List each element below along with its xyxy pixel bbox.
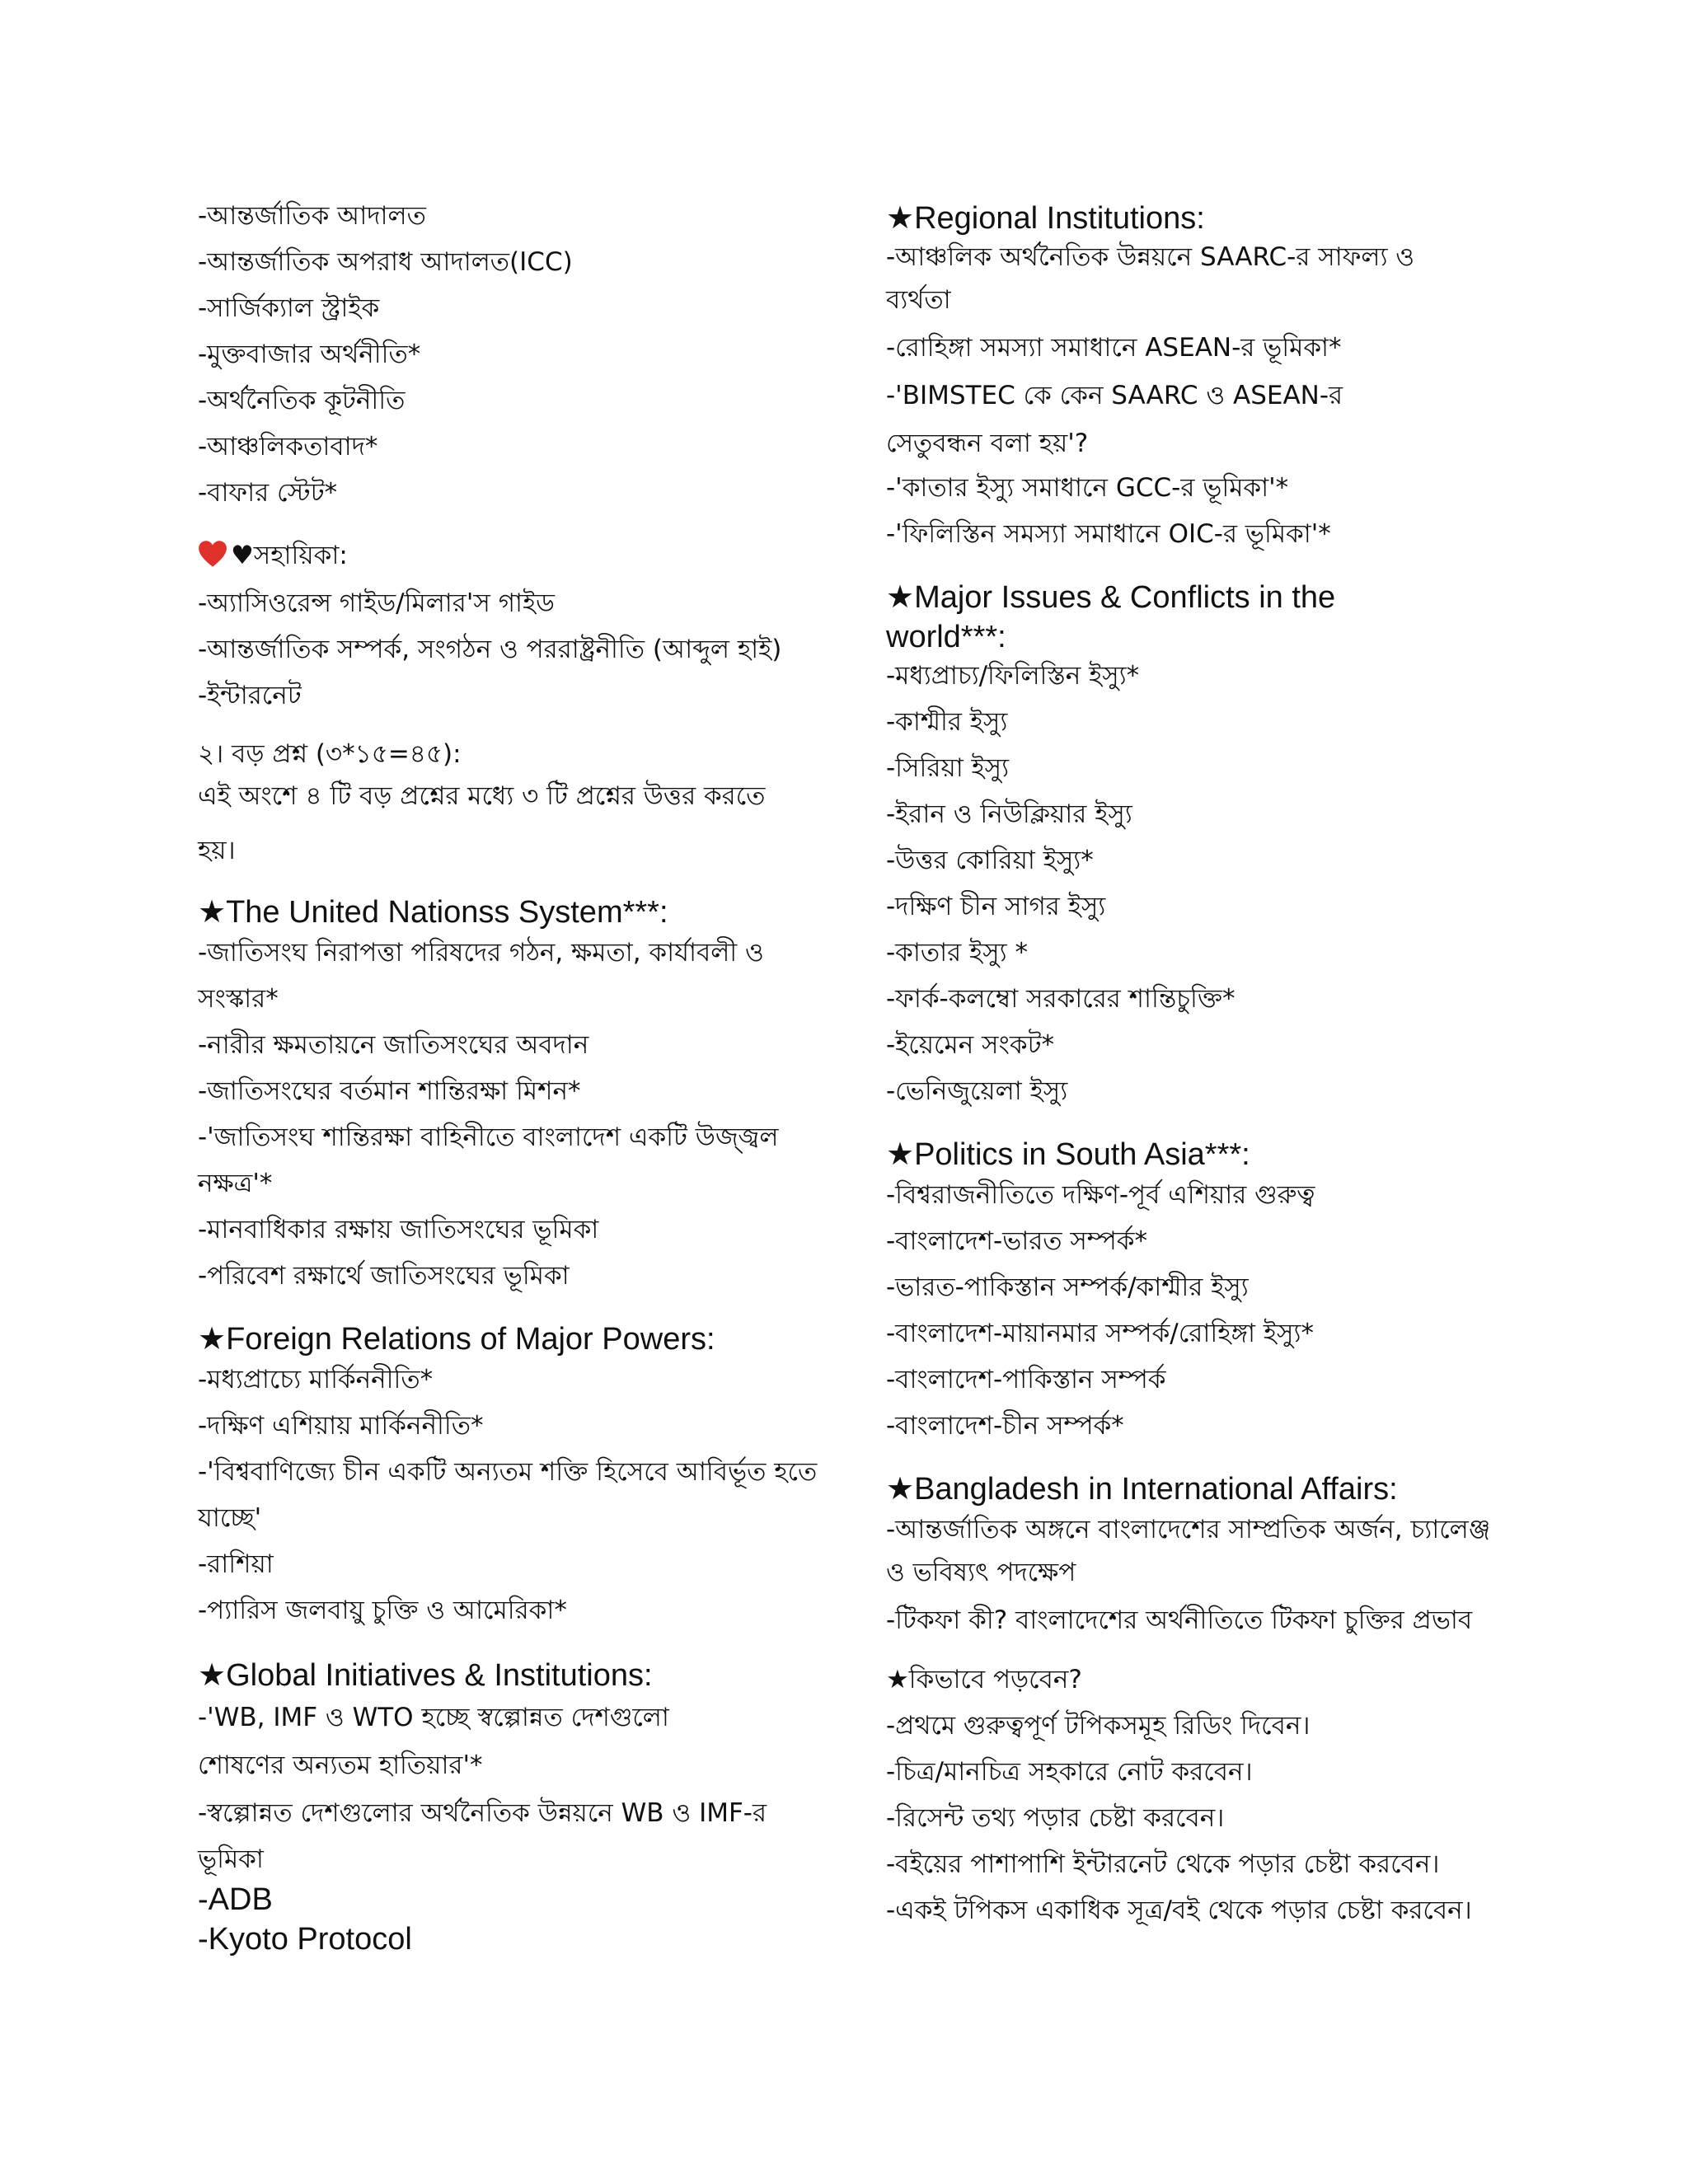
topic-line: -ইরান ও নিউক্লিয়ার ইস্যু — [886, 799, 1132, 829]
topic-line: ব্যর্থতা — [886, 285, 951, 315]
topic-line: -অ্যাসিওরেন্স গাইড/মিলার'স গাইড — [198, 588, 555, 618]
topic-line: -টিকফা কী? বাংলাদেশের অর্থনীতিতে টিকফা চুক্তির প্রভাব — [886, 1605, 1473, 1635]
topic-line: -Kyoto Protocol — [198, 1922, 412, 1957]
topic-line: -স্বল্পোন্নত দেশগুলোর অর্থনৈতিক উন্নয়নে WB ও IMF-র — [198, 1798, 767, 1828]
section-heading: ★The United Nationss System***: — [198, 895, 668, 930]
topic-line: -ভারত-পাকিস্তান সম্পর্ক/কাশ্মীর ইস্যু — [886, 1272, 1249, 1302]
topic-line: -বিশ্বরাজনীতিতে দক্ষিণ-পূর্ব এশিয়ার গুরুত্ব — [886, 1180, 1315, 1210]
question-description: এই অংশে ৪ টি বড় প্রশ্নের মধ্যে ৩ টি প্রশ্নের উত্তর করতে — [198, 781, 766, 811]
topic-line: -বাফার স্টেট* — [198, 478, 338, 508]
topic-line: -প্যারিস জলবায়ু চুক্তি ও আমেরিকা* — [198, 1596, 567, 1625]
topic-line: -উত্তর কোরিয়া ইস্যু* — [886, 846, 1094, 875]
topic-line: -আঞ্চলিক অর্থনৈতিক উন্নয়নে SAARC-র সাফল্য ও — [886, 242, 1415, 272]
topic-line: -আন্তর্জাতিক সম্পর্ক, সংগঠন ও পররাষ্ট্রনীতি (আব্দুল হাই) — [198, 635, 782, 664]
topic-line: -'জাতিসংঘ শান্তিরক্ষা বাহিনীতে বাংলাদেশ একটি উজ্জ্বল — [198, 1122, 779, 1152]
topic-line: যাচ্ছে' — [198, 1503, 262, 1533]
topic-line: -অর্থনৈতিক কূটনীতি — [198, 386, 406, 415]
topic-line: ভূমিকা — [198, 1844, 264, 1874]
topic-line: -আন্তর্জাতিক আদালত — [198, 201, 426, 231]
topic-line: -মধ্যপ্রাচ্যে মার্কিননীতি* — [198, 1365, 434, 1394]
topic-line: -সিরিয়া ইস্যু — [886, 753, 1010, 783]
topic-line: -সার্জিক্যাল স্ট্রাইক — [198, 293, 380, 323]
topic-line: -রিসেন্ট তথ্য পড়ার চেষ্টা করবেন। — [886, 1803, 1225, 1833]
topic-line: সংস্কার* — [198, 984, 279, 1014]
topic-line: -বাংলাদেশ-চীন সম্পর্ক* — [886, 1411, 1124, 1441]
topic-line: নক্ষত্র'* — [198, 1169, 273, 1198]
topic-line: -ভেনিজুয়েলা ইস্যু — [886, 1076, 1068, 1106]
topic-line: -'কাতার ইস্যু সমাধানে GCC-র ভূমিকা'* — [886, 473, 1289, 503]
section-heading: ★Politics in South Asia***: — [886, 1137, 1250, 1172]
topic-line: -'BIMSTEC কে কেন SAARC ও ASEAN-র — [886, 381, 1343, 410]
helper-heading-text: ♥সহায়িকা: — [231, 541, 348, 570]
topic-line: ও ভবিষ্যৎ পদক্ষেপ — [886, 1558, 1076, 1587]
topic-line: -আন্তর্জাতিক অপরাধ আদালত(ICC) — [198, 247, 573, 277]
topic-line: -ADB — [198, 1882, 273, 1917]
topic-line: সেতুবন্ধন বলা হয়'? — [886, 429, 1089, 458]
topic-line: -চিত্র/মানচিত্র সহকারে নোট করবেন। — [886, 1757, 1253, 1787]
topic-line: -জাতিসংঘ নিরাপত্তা পরিষদের গঠন, ক্ষমতা, কার্যাবলী ও — [198, 938, 764, 968]
section-heading: ★কিভাবে পড়বেন? — [886, 1665, 1082, 1694]
topic-line: -'বিশ্ববাণিজ্যে চীন একটি অন্যতম শক্তি হিসেবে আবির্ভূত হতে — [198, 1457, 818, 1487]
topic-line: -মুক্তবাজার অর্থনীতি* — [198, 340, 421, 369]
topic-line: -'WB, IMF ও WTO হচ্ছে স্বল্পোন্নত দেশগুলো — [198, 1703, 669, 1732]
topic-line: -প্রথমে গুরুত্বপূর্ণ টপিকসমূহ রিডিং দিবেন। — [886, 1711, 1311, 1741]
topic-line: -পরিবেশ রক্ষার্থে জাতিসংঘের ভূমিকা — [198, 1261, 570, 1291]
topic-line: -জাতিসংঘের বর্তমান শান্তিরক্ষা মিশন* — [198, 1076, 581, 1106]
question-description: হয়। — [198, 836, 236, 865]
topic-line: -বাংলাদেশ-মায়ানমার সম্পর্ক/রোহিঙ্গা ইস্যু* — [886, 1319, 1314, 1348]
topic-line: -নারীর ক্ষমতায়নে জাতিসংঘের অবদান — [198, 1030, 589, 1060]
section-heading: ★Major Issues & Conflicts in the — [886, 580, 1336, 615]
topic-line: -একই টপিকস একাধিক সূত্র/বই থেকে পড়ার চেষ্টা করবেন। — [886, 1896, 1472, 1925]
heart-icon — [198, 539, 227, 569]
topic-line: -আন্তর্জাতিক অঙ্গনে বাংলাদেশের সাম্প্রতিক অর্জন, চ্যালেঞ্জ — [886, 1515, 1491, 1544]
topic-line: -আঞ্চলিকতাবাদ* — [198, 432, 378, 462]
topic-line: -'ফিলিস্তিন সমস্যা সমাধানে OIC-র ভূমিকা'* — [886, 519, 1331, 549]
topic-line: -ইন্টারনেট — [198, 681, 302, 710]
topic-line: -ফার্ক-কলম্বো সরকারের শান্তিচুক্তি* — [886, 984, 1236, 1014]
topic-line: -মধ্যপ্রাচ্য/ফিলিস্তিন ইস্যু* — [886, 661, 1140, 691]
section-heading: world***: — [886, 620, 1006, 654]
topic-line: শোষণের অন্যতম হাতিয়ার'* — [198, 1750, 483, 1780]
topic-line: -বাংলাদেশ-ভারত সম্পর্ক* — [886, 1226, 1147, 1256]
section-heading: ★Foreign Relations of Major Powers: — [198, 1322, 715, 1357]
topic-line: -রাশিয়া — [198, 1549, 274, 1579]
section-heading: ★Bangladesh in International Affairs: — [886, 1472, 1398, 1507]
topic-line: -কাতার ইস্যু * — [886, 938, 1028, 968]
helper-heading — [198, 539, 348, 572]
topic-line: -বইয়ের পাশাপাশি ইন্টারনেট থেকে পড়ার চেষ্টা করবেন। — [886, 1849, 1440, 1879]
question-title: ২। বড় প্রশ্ন (৩*১৫=৪৫): — [198, 739, 462, 769]
topic-line: -রোহিঙ্গা সমস্যা সমাধানে ASEAN-র ভূমিকা* — [886, 333, 1342, 363]
topic-line: -দক্ষিণ এশিয়ায় মার্কিননীতি* — [198, 1411, 484, 1441]
topic-line: -দক্ষিণ চীন সাগর ইস্যু — [886, 892, 1106, 921]
topic-line: -মানবাধিকার রক্ষায় জাতিসংঘের ভূমিকা — [198, 1215, 599, 1244]
section-heading: ★Global Initiatives & Institutions: — [198, 1658, 653, 1693]
topic-line: -কাশ্মীর ইস্যু — [886, 707, 1008, 737]
section-heading: ★Regional Institutions: — [886, 201, 1205, 236]
topic-line: -বাংলাদেশ-পাকিস্তান সম্পর্ক — [886, 1365, 1166, 1394]
topic-line: -ইয়েমেন সংকট* — [886, 1030, 1054, 1060]
